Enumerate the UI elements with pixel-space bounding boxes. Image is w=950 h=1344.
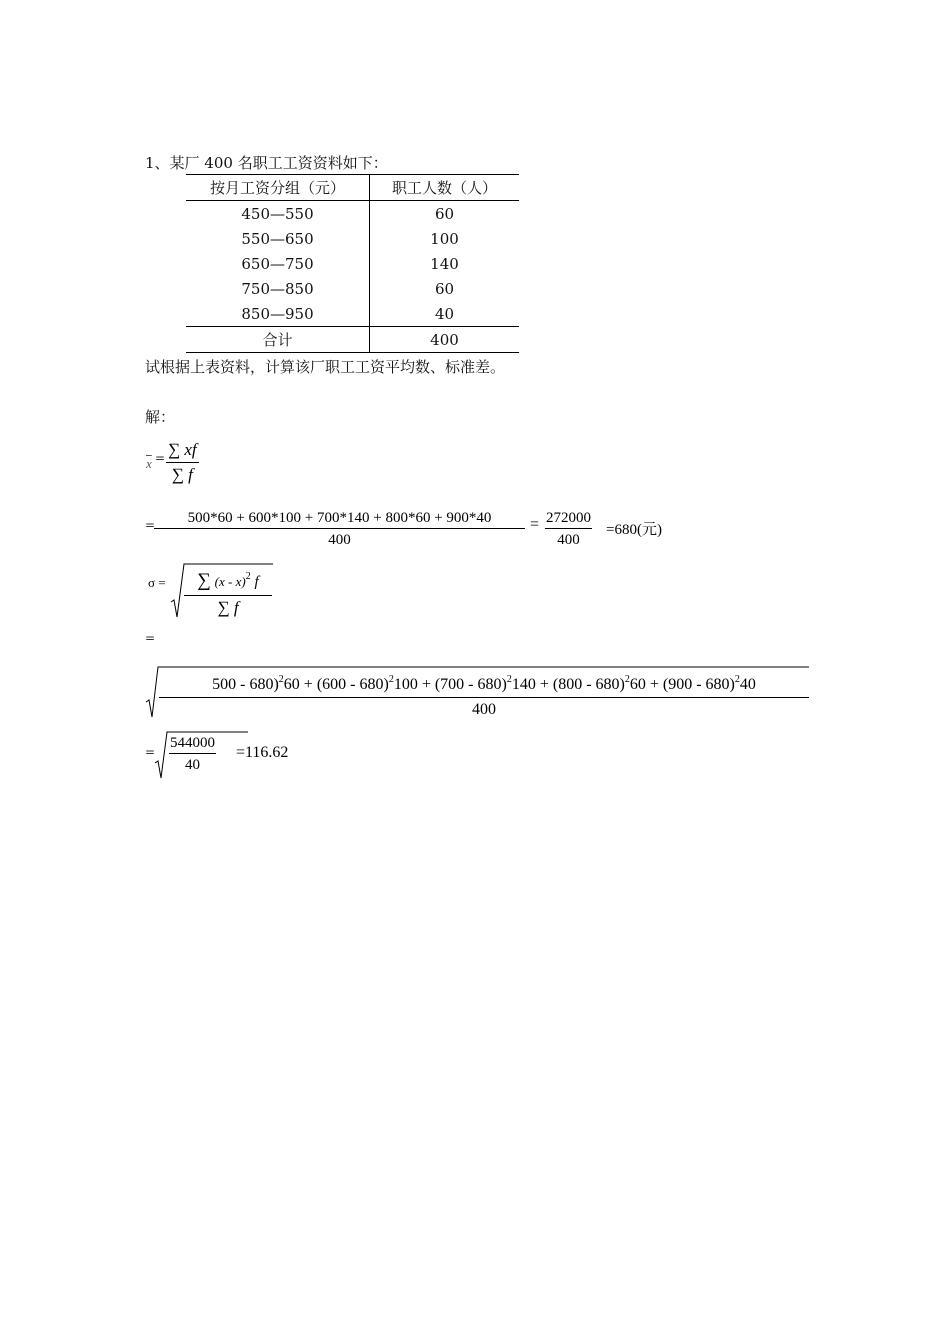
wage-table [186,174,519,353]
table-cell-count: 40 [434,304,455,323]
mean-simple-denominator: 400 [557,532,580,548]
sd-final-numerator: 544000 [170,735,215,751]
term-base: (700 - 680) [434,676,507,693]
table-cell-count: 100 [430,229,459,248]
table-row [186,276,519,301]
mean-lhs: $\overline{x}$ [146,456,152,471]
table-total-row [186,327,519,353]
equals-sign: = [145,745,156,759]
sd-lhs: σ = [148,575,166,590]
table-cell-count: 60 [434,204,455,223]
term-base: (900 - 680) [662,676,735,693]
equals-sign: = [530,516,540,533]
term [212,676,317,693]
sum-symbol: ∑ [197,570,211,591]
mean-simple-numerator: 272000 [546,510,591,526]
table-row [186,201,519,227]
term [317,676,435,693]
term-weight: 100 + [393,676,435,693]
table-cell-group: 750—850 [186,276,370,301]
table-header-worker-count: 职工人数（人） [370,175,520,201]
deviation-term: (x - x) [214,574,246,589]
sd-expanded-numerator [212,668,756,697]
table-cell-group: 550—650 [186,226,370,251]
term-base: 500 - 680) [212,676,279,693]
table-header-wage-group: 按月工资分组（元） [186,175,370,201]
sd-final-result: =116.62 [236,744,289,761]
mean-sum-fraction [166,438,199,487]
exponent: 2 [388,674,394,685]
mean-expanded-numerator: 500*60 + 600*100 + 700*140 + 800*60 + 900*40 [187,510,492,526]
term [553,676,663,693]
table-row [186,301,519,327]
sd-expanded-fraction [159,668,809,722]
exponent: 2 [245,571,251,582]
table-header-row [186,175,519,201]
sd-final-fraction [169,733,216,776]
term [663,676,756,693]
exponent: 2 [734,674,740,685]
table-total-value: 400 [370,327,520,353]
problem-intro: 1、某厂 400 名职工工资资料如下： [145,154,388,172]
term-weight: 40 [739,676,756,693]
table-cell-group: 850—950 [186,301,370,327]
term-weight: 60 + [629,676,663,693]
table-cell-group: 450—550 [186,201,370,227]
table-cell-group: 650—750 [186,251,370,276]
table-cell-count: 140 [430,254,459,273]
exponent: 2 [506,674,512,685]
term-weight: 140 + [511,676,553,693]
table-row [186,251,519,276]
equals-sign: = [155,451,166,465]
frequency-f: f [254,574,259,590]
table-total-label: 合计 [186,327,370,353]
term-base: (800 - 680) [552,676,625,693]
exponent: 2 [624,674,630,685]
mean-simple-fraction [545,508,592,551]
sd-expanded-denominator: 400 [472,701,496,718]
equals-sign: = [145,631,156,645]
sd-formula-denominator: ∑ f [217,598,239,617]
sum-f: ∑ f [171,465,193,484]
sum-xf: ∑ xf [168,440,197,459]
table-cell-count: 60 [434,279,455,298]
term-weight: 60 + [283,676,317,693]
term [435,676,553,693]
problem-question: 试根据上表资料，计算该厂职工工资平均数、标准差。 [145,358,506,376]
equals-sign: = [145,518,156,532]
sd-final-denominator: 40 [185,757,200,773]
exponent: 2 [278,674,284,685]
term-base: (600 - 680) [316,676,389,693]
table-row [186,226,519,251]
mean-result: =680(元) [606,522,662,538]
sd-formula-numerator [197,564,258,595]
sd-formula-fraction [184,564,272,620]
mean-expanded-denominator: 400 [328,532,351,548]
mean-expanded-fraction [154,508,525,551]
solution-label: 解： [145,408,176,426]
